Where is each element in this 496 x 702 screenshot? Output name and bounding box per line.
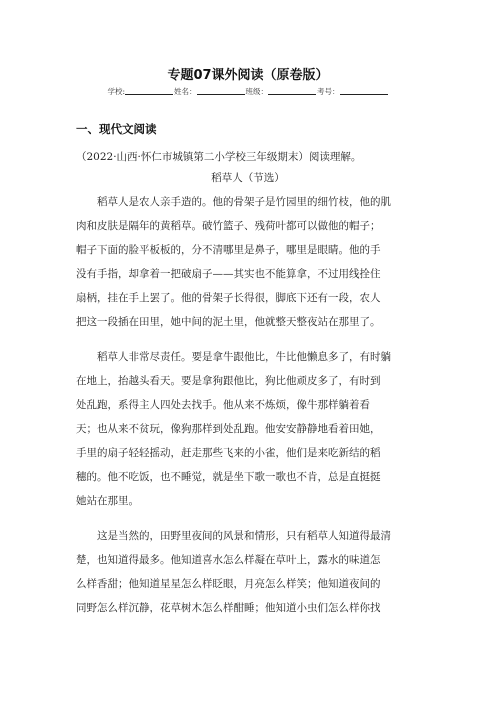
question-source: （2022·山西·怀仁市城镇第二小学校三年级期末）阅读理解。 <box>76 151 362 163</box>
section-heading: 一、现代文阅读 <box>76 122 157 136</box>
passage-line: 肉和皮肤是隔年的黄稻草。破竹篮子、残荷叶都可以做他的帽子； <box>76 220 381 232</box>
passage-line: 天；也从来不贫玩，像狗那样到处乱跑。他安安静静地看着田她， <box>76 423 381 435</box>
passage-line: 么样香甜；他知道星星怎么样眨眼，月亮怎么样笑；他知道夜间的 <box>76 578 381 590</box>
passage-line: 没有手指，却拿着一把破扇子——其实也不能算拿，不过用线拴住 <box>76 268 381 280</box>
name-label: 姓名： <box>174 87 197 96</box>
passage-line: 稻草人非常尽责任。要是拿牛跟他比，牛比他懒息多了，有时躺 <box>76 351 391 363</box>
passage-title: 稻草人（节选） <box>211 172 285 184</box>
class-blank[interactable] <box>268 86 316 95</box>
student-info-line <box>0 86 496 97</box>
passage-line: 穗的。他不吃饭，也不睡觉，就是坐下歌一歌也不肯，总是直挺挺 <box>76 471 381 483</box>
passage-line: 楚，也知道得最多。他知道喜水怎么样凝在草叶上，露水的味道怎 <box>76 554 381 566</box>
class-label: 班级： <box>245 87 269 96</box>
passage-line: 把这一段插在田里，她中间的泥土里，他就整天整夜站在那里了。 <box>76 316 381 328</box>
exam-number-blank[interactable] <box>340 86 388 95</box>
passage-line: 她站在那里。 <box>76 495 139 507</box>
passage-line: 在地上，抬越头看天。要是拿狗跟他比，狗比他顽皮多了，有时到 <box>76 375 381 387</box>
school-field <box>107 86 174 97</box>
passage-line: 帽子下面的脸平板板的，分不清哪里是鼻子，哪里是眼睛。他的手 <box>76 244 381 256</box>
exam-number-field <box>317 86 389 97</box>
document-title: 专题07课外阅读（原卷版） <box>167 68 329 83</box>
school-label: 学校: <box>107 87 126 96</box>
class-field <box>246 86 318 97</box>
name-field <box>174 86 246 97</box>
exam-number-label: 考号： <box>317 87 340 96</box>
passage-line: 扇柄，挂在手上罢了。他的骨架子长得很，脚底下还有一段，农人 <box>76 292 381 304</box>
passage-line: 同野怎么样沉静，花草树木怎么样酣睡；他知道小虫们怎么样你找 <box>76 602 381 614</box>
school-blank[interactable] <box>125 86 173 95</box>
passage-line: 处乱跑，系得主人四处去找手。他从来不炼烦，像牛那样躺着看 <box>76 399 370 411</box>
name-blank[interactable] <box>197 86 245 95</box>
passage-line: 稻草人是农人亲手造的。他的骨架子是竹园里的细竹枝，他的肌 <box>76 196 391 208</box>
passage-line: 这是当然的，田野里夜间的风景和情形，只有稻草人知道得最清 <box>76 530 391 542</box>
passage-line: 手里的扇子轻轻摇动，赶走那些飞来的小雀，他们是来吃新结的稻 <box>76 447 381 459</box>
